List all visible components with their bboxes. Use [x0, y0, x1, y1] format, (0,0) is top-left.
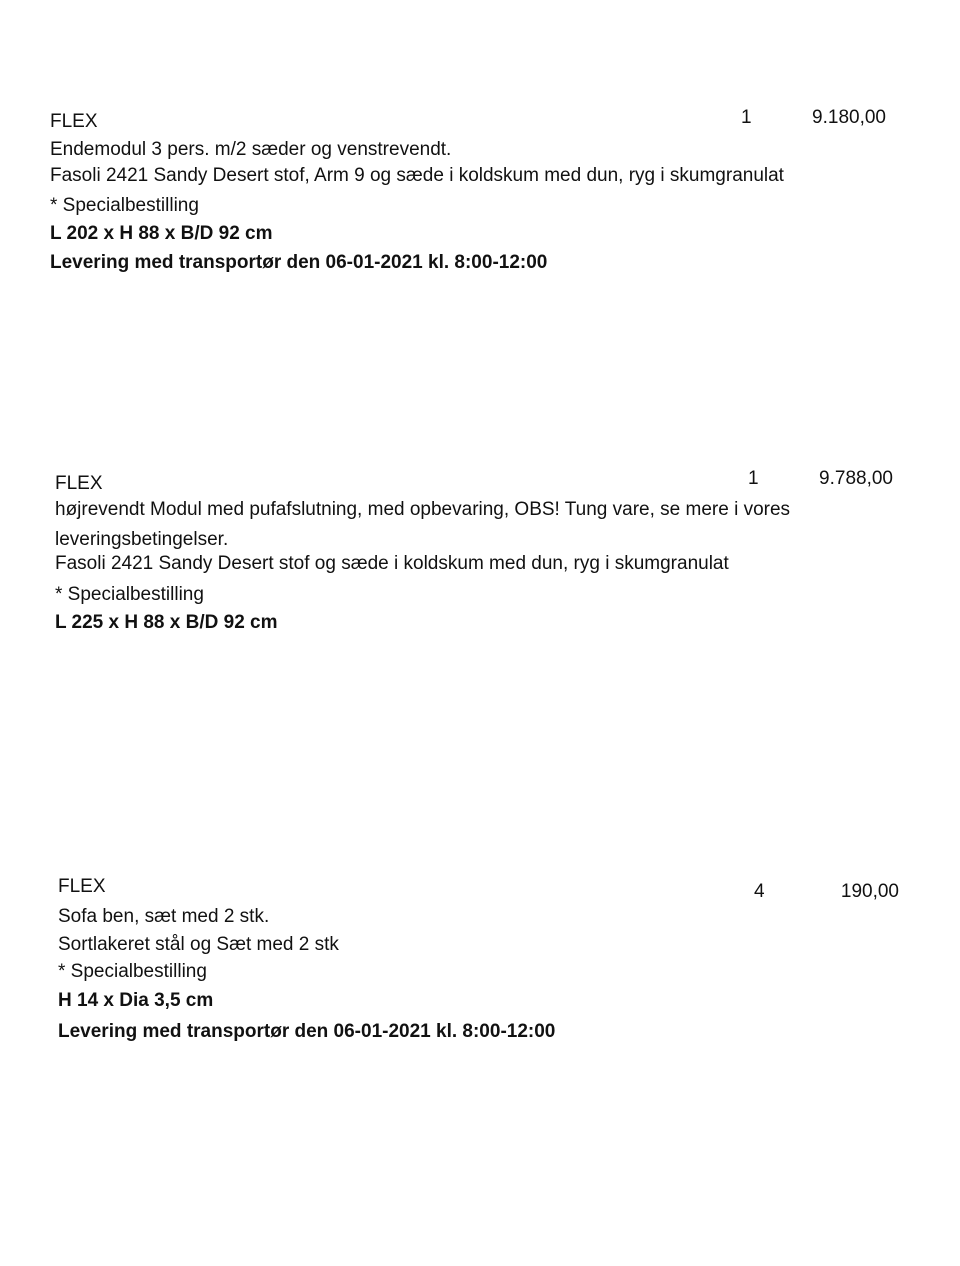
- item-note: * Specialbestilling: [50, 195, 199, 216]
- item-note: * Specialbestilling: [58, 961, 207, 982]
- item-material: Fasoli 2421 Sandy Desert stof, Arm 9 og sæde i koldskum med dun, ryg i skumgranulat: [50, 165, 784, 186]
- item-brand: FLEX: [50, 111, 98, 132]
- item-dimensions: H 14 x Dia 3,5 cm: [58, 990, 214, 1011]
- item-dimensions: L 202 x H 88 x B/D 92 cm: [50, 223, 273, 244]
- item-price: 190,00: [840, 881, 899, 902]
- item-delivery: Levering med transportør den 06-01-2021 kl. 8:00-12:00: [50, 252, 548, 273]
- item-delivery: Levering med transportør den 06-01-2021 kl. 8:00-12:00: [58, 1021, 556, 1042]
- item-quantity: 4: [754, 881, 765, 902]
- item-description-line-1: højrevendt Modul med pufafslutning, med opbevaring, OBS! Tung vare, se mere i vores: [55, 499, 791, 520]
- item-description: Sofa ben, sæt med 2 stk.: [58, 906, 270, 927]
- item-description-line-2: leveringsbetingelser.: [55, 529, 229, 550]
- item-price: 9.180,00: [812, 107, 886, 128]
- item-brand: FLEX: [58, 876, 106, 897]
- item-material: Fasoli 2421 Sandy Desert stof og sæde i koldskum med dun, ryg i skumgranulat: [55, 553, 729, 574]
- item-dimensions: L 225 x H 88 x B/D 92 cm: [55, 612, 278, 633]
- item-quantity: 1: [741, 107, 752, 128]
- item-quantity: 1: [748, 468, 759, 489]
- item-note: * Specialbestilling: [55, 584, 204, 605]
- item-brand: FLEX: [55, 473, 103, 494]
- item-material: Sortlakeret stål og Sæt med 2 stk: [58, 934, 339, 955]
- item-description: Endemodul 3 pers. m/2 sæder og venstrevendt.: [50, 139, 452, 160]
- item-price: 9.788,00: [819, 468, 893, 489]
